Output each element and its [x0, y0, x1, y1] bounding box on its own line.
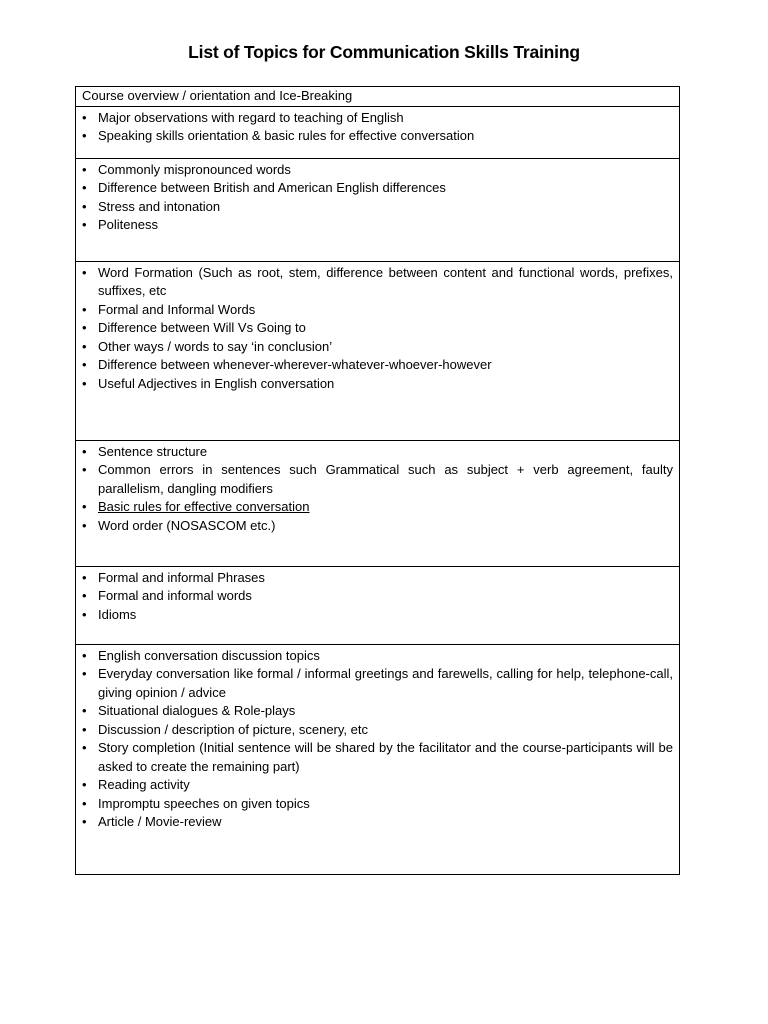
- topic-list: [82, 569, 673, 625]
- list-item: • Politeness: [82, 216, 673, 235]
- list-item: • Stress and intonation: [82, 198, 673, 217]
- list-item: • Difference between whenever-wherever-whatever-whoever-however: [82, 356, 673, 375]
- list-item: • Commonly mispronounced words: [82, 161, 673, 180]
- list-item: • Formal and informal words: [82, 587, 673, 606]
- table-row: [76, 158, 680, 261]
- list-item: • Story completion (Initial sentence will be shared by the facilitator and the course-participants will be asked to create the remaining part): [82, 739, 673, 776]
- topic-list: [82, 264, 673, 394]
- topic-list: [82, 161, 673, 235]
- table-row: [76, 644, 680, 874]
- list-item: • Discussion / description of picture, scenery, etc: [82, 721, 673, 740]
- table-row: [76, 566, 680, 644]
- list-item: • Speaking skills orientation & basic rules for effective conversation: [82, 127, 673, 146]
- topic-list: [82, 647, 673, 832]
- list-item: • Basic rules for effective conversation: [82, 498, 673, 517]
- list-item: • Major observations with regard to teaching of English: [82, 109, 673, 128]
- list-item: • Article / Movie-review: [82, 813, 673, 832]
- page-title: List of Topics for Communication Skills Training: [188, 42, 580, 62]
- list-item: • Formal and informal Phrases: [82, 569, 673, 588]
- list-item: • Word Formation (Such as root, stem, difference between content and functional words, prefixes, suffixes, etc: [82, 264, 673, 301]
- list-item: • Impromptu speeches on given topics: [82, 795, 673, 814]
- section-heading: Course overview / orientation and Ice-Breaking: [76, 87, 680, 107]
- list-item: • Other ways / words to say ‘in conclusion’: [82, 338, 673, 357]
- list-item: • Sentence structure: [82, 443, 673, 462]
- table-row: [76, 440, 680, 566]
- list-item: • Useful Adjectives in English conversation: [82, 375, 673, 394]
- topics-table: [75, 86, 680, 875]
- table-row: [76, 106, 680, 158]
- table-row: [76, 87, 680, 107]
- list-item: • Word order (NOSASCOM etc.): [82, 517, 673, 536]
- list-item: • Difference between British and American English differences: [82, 179, 673, 198]
- list-item: • Common errors in sentences such Grammatical such as subject + verb agreement, faulty parallelism, dangling modifiers: [82, 461, 673, 498]
- list-item: • Formal and Informal Words: [82, 301, 673, 320]
- list-item: • English conversation discussion topics: [82, 647, 673, 666]
- list-item: • Difference between Will Vs Going to: [82, 319, 673, 338]
- topic-list: [82, 443, 673, 536]
- topic-list: [82, 109, 673, 146]
- list-item: • Reading activity: [82, 776, 673, 795]
- list-item: • Situational dialogues & Role-plays: [82, 702, 673, 721]
- list-item: • Everyday conversation like formal / informal greetings and farewells, calling for help, telephone-call, giving opinion / advice: [82, 665, 673, 702]
- table-row: [76, 261, 680, 440]
- list-item: • Idioms: [82, 606, 673, 625]
